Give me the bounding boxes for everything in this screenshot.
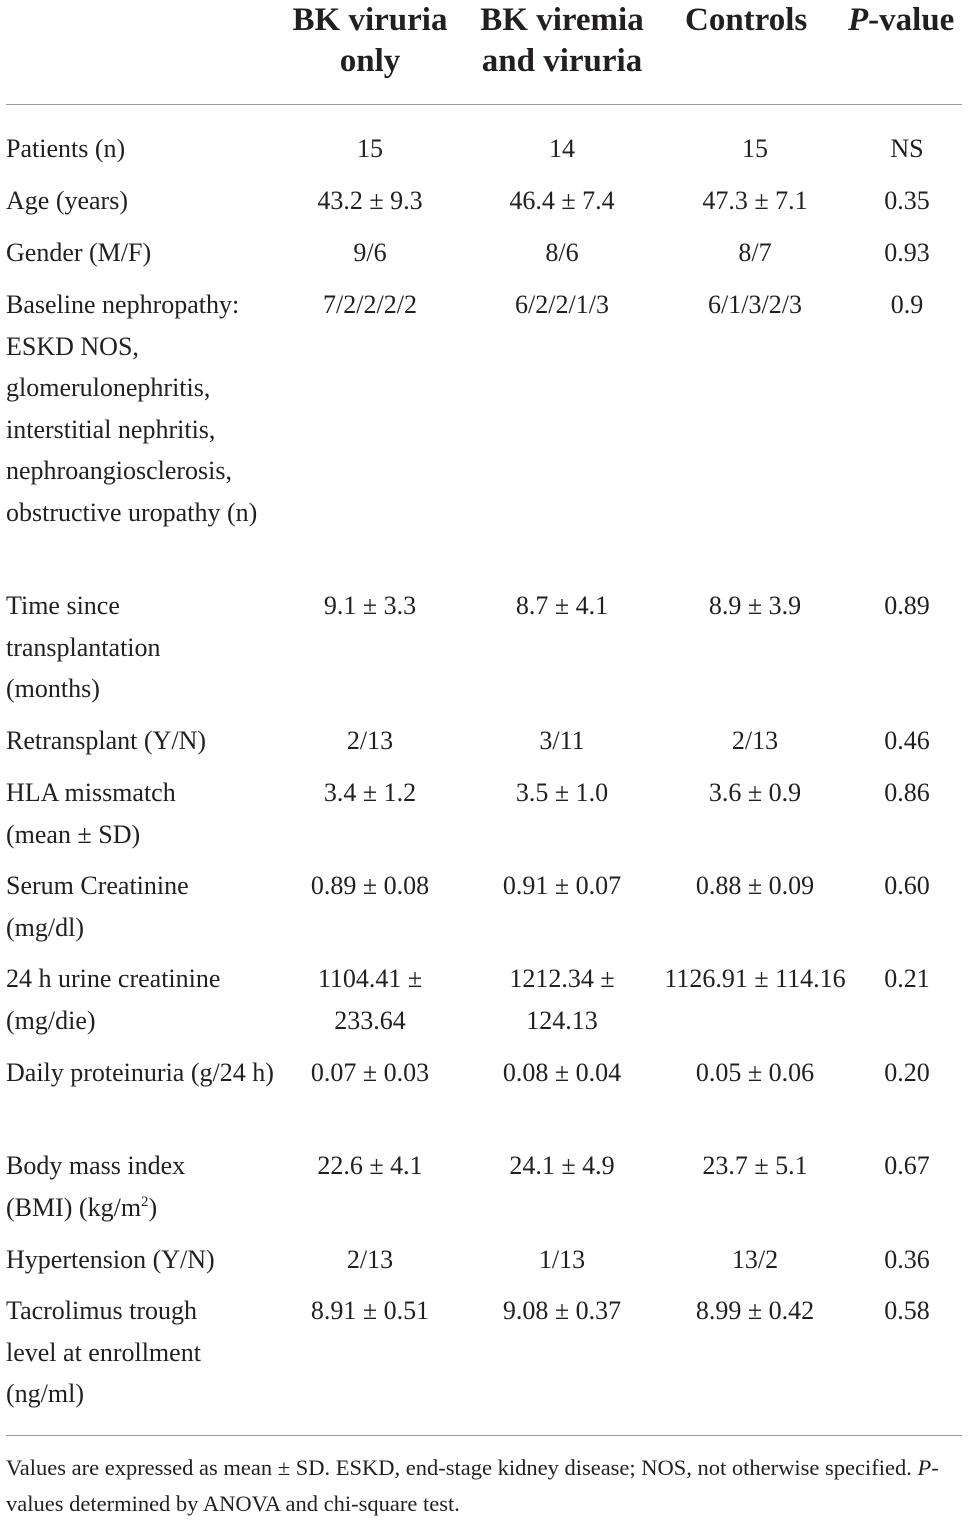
cell-proteinuria-p: 0.20 <box>884 1058 930 1087</box>
cell-creatinine-controls: 0.88 ± 0.09 <box>695 871 815 900</box>
p-value-suffix: -value <box>868 2 955 38</box>
cell-proteinuria-viruria: 0.07 ± 0.03 <box>310 1058 430 1087</box>
cell-hypertension-viremia: 1/13 <box>538 1245 586 1274</box>
bmi-label-main: Body mass index (BMI) (kg/m <box>6 1151 186 1222</box>
footnote-p-italic: P <box>917 1455 932 1480</box>
footer-rule <box>6 1435 962 1436</box>
cell-age-viruria: 43.2 ± 9.3 <box>317 186 423 215</box>
cell-proteinuria-viremia: 0.08 ± 0.04 <box>502 1058 622 1087</box>
cell-patients-controls: 15 <box>742 134 768 163</box>
row-label-patients: Patients (n) <box>6 134 126 163</box>
cell-retransplant-viruria: 2/13 <box>346 726 394 755</box>
cell-retransplant-controls: 2/13 <box>731 726 779 755</box>
cell-creatinine-viremia: 0.91 ± 0.07 <box>502 871 622 900</box>
cell-gender-controls: 8/7 <box>738 238 772 267</box>
cell-time-p: 0.89 <box>884 591 930 620</box>
cell-nephropathy-viremia: 6/2/2/1/3 <box>515 290 609 319</box>
footnote-line1: Values are expressed as mean ± SD. ESKD, end-stage kidney disease; NOS, not otherwise specified. <box>6 1455 912 1480</box>
cell-creatinine-viruria: 0.89 ± 0.08 <box>310 871 430 900</box>
cell-patients-p: NS <box>890 134 924 163</box>
cell-tacrolimus-viremia: 9.08 ± 0.37 <box>502 1296 622 1325</box>
row-label-age: Age (years) <box>6 186 128 215</box>
row-label-urine-creatinine: 24 h urine creatinine (mg/die) <box>6 964 221 1035</box>
cell-hla-viremia: 3.5 ± 1.0 <box>515 778 609 807</box>
cell-age-viremia: 46.4 ± 7.4 <box>509 186 615 215</box>
cell-patients-viruria: 15 <box>357 134 383 163</box>
row-label-time-since-transplantation: Time since transplantation (months) <box>6 591 161 703</box>
row-label-hypertension: Hypertension (Y/N) <box>6 1245 215 1274</box>
row-label-retransplant: Retransplant (Y/N) <box>6 726 207 755</box>
bmi-label-end: ) <box>148 1192 158 1222</box>
cell-nephropathy-p: 0.9 <box>890 290 924 319</box>
cell-bmi-p: 0.67 <box>884 1151 930 1180</box>
row-label-gender: Gender (M/F) <box>6 238 152 267</box>
cell-hla-viruria: 3.4 ± 1.2 <box>323 778 417 807</box>
cell-time-viremia: 8.7 ± 4.1 <box>515 591 609 620</box>
column-header-controls: Controls <box>685 2 808 38</box>
column-header-bk-viremia: BK viremia and viruria <box>480 2 644 79</box>
cell-hypertension-p: 0.36 <box>884 1245 930 1274</box>
cell-hypertension-viruria: 2/13 <box>346 1245 394 1274</box>
bmi-label-superscript: 2 <box>141 1193 149 1210</box>
row-label-hla-missmatch: HLA missmatch (mean ± SD) <box>6 778 176 849</box>
cell-tacrolimus-viruria: 8.91 ± 0.51 <box>310 1296 430 1325</box>
cell-nephropathy-controls: 6/1/3/2/3 <box>708 290 802 319</box>
cell-tacrolimus-controls: 8.99 ± 0.42 <box>695 1296 815 1325</box>
row-label-bmi <box>6 1145 226 1228</box>
cell-patients-viremia: 14 <box>549 134 575 163</box>
cell-gender-viruria: 9/6 <box>353 238 387 267</box>
cell-urine-controls: 1126.91 ± 114.16 <box>664 964 846 993</box>
cell-urine-p: 0.21 <box>884 964 930 993</box>
cell-hypertension-controls: 13/2 <box>731 1245 779 1274</box>
row-label-tacrolimus: Tacrolimus trough level at enrollment (ng/ml) <box>6 1296 201 1408</box>
cell-tacrolimus-p: 0.58 <box>884 1296 930 1325</box>
cell-urine-viremia: 1212.34 ± 124.13 <box>509 964 615 1035</box>
footnote-line2: -values determined by ANOVA and chi-square test. <box>6 1455 939 1516</box>
row-label-daily-proteinuria: Daily proteinuria (g/24 h) <box>6 1058 274 1087</box>
cell-retransplant-viremia: 3/11 <box>539 726 585 755</box>
table-footnote <box>6 1450 966 1522</box>
cell-time-viruria: 9.1 ± 3.3 <box>323 591 417 620</box>
cell-time-controls: 8.9 ± 3.9 <box>708 591 802 620</box>
cell-retransplant-p: 0.46 <box>884 726 930 755</box>
cell-gender-viremia: 8/6 <box>545 238 579 267</box>
cell-bmi-controls: 23.7 ± 5.1 <box>702 1151 808 1180</box>
header-rule <box>6 104 962 105</box>
cell-hla-controls: 3.6 ± 0.9 <box>708 778 802 807</box>
cell-urine-viruria: 1104.41 ± 233.64 <box>317 964 423 1035</box>
column-header-p-value <box>848 0 954 41</box>
cell-gender-p: 0.93 <box>884 238 930 267</box>
cell-hla-p: 0.86 <box>884 778 930 807</box>
row-label-serum-creatinine: Serum Creatinine (mg/dl) <box>6 871 189 942</box>
row-label-baseline-nephropathy: Baseline nephropathy: ESKD NOS, glomerulonephritis, interstitial nephritis, nephroangiosclerosis, obstructive uropathy (n) <box>6 290 258 527</box>
column-header-bk-viruria: BK viruria only <box>292 2 448 79</box>
cell-age-p: 0.35 <box>884 186 930 215</box>
cell-nephropathy-viruria: 7/2/2/2/2 <box>323 290 417 319</box>
cell-age-controls: 47.3 ± 7.1 <box>702 186 808 215</box>
cell-creatinine-p: 0.60 <box>884 871 930 900</box>
p-italic: P <box>848 2 869 38</box>
cell-bmi-viremia: 24.1 ± 4.9 <box>509 1151 615 1180</box>
cell-bmi-viruria: 22.6 ± 4.1 <box>317 1151 423 1180</box>
cell-proteinuria-controls: 0.05 ± 0.06 <box>695 1058 815 1087</box>
